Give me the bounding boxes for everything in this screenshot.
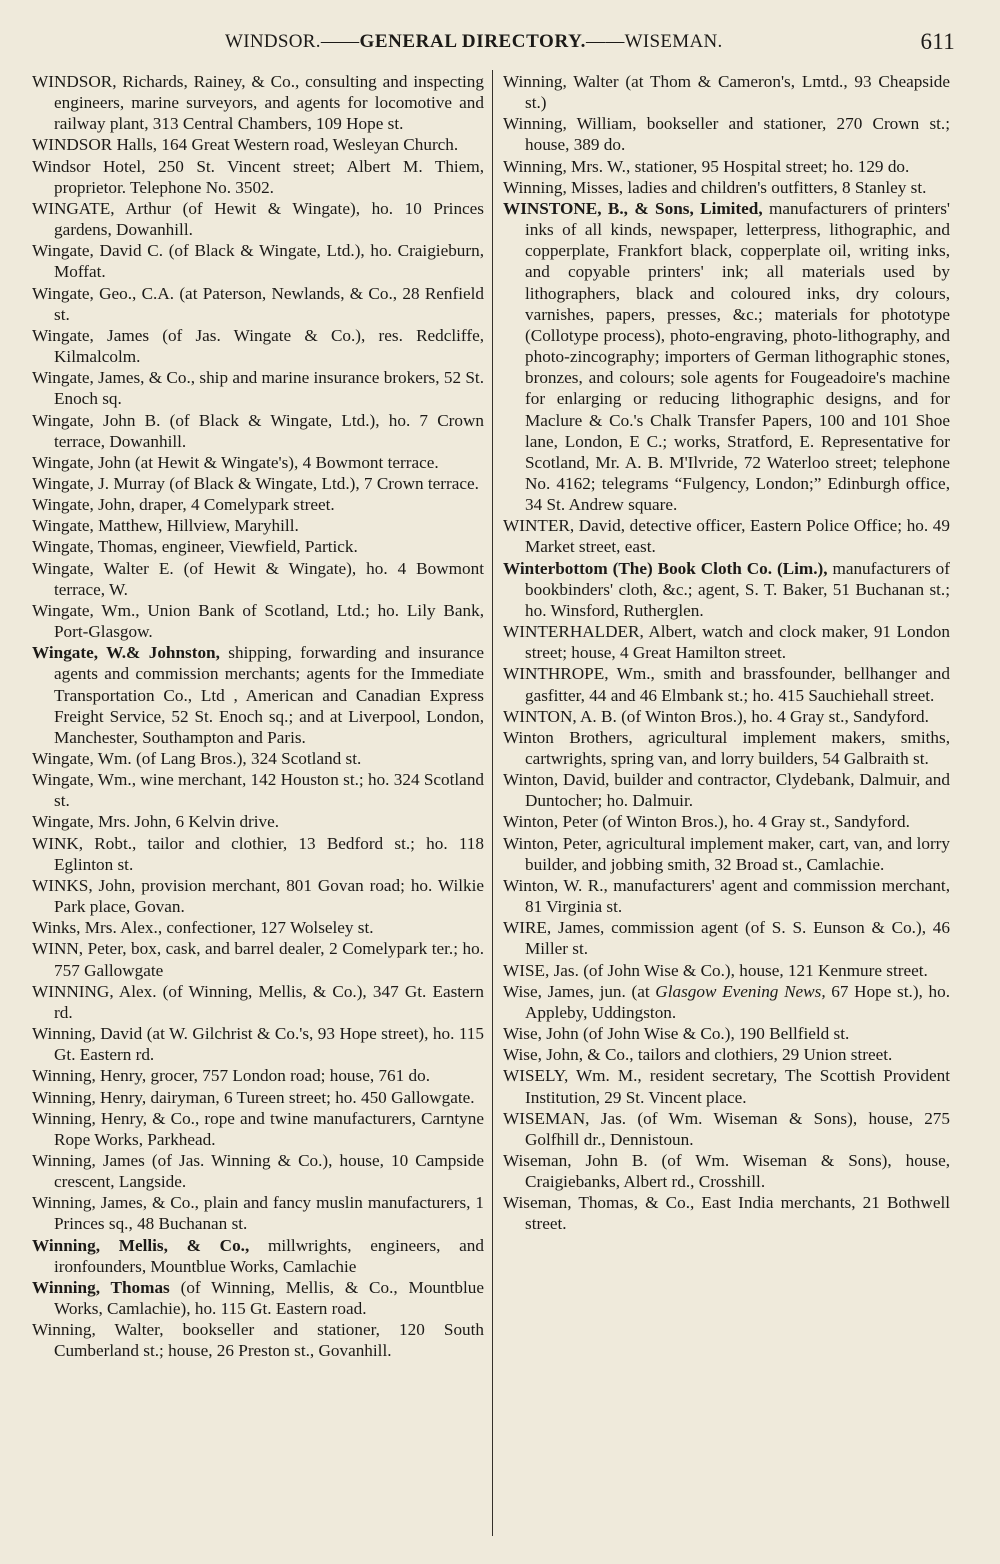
entry-text: Winning, Walter (at Thom & Cameron's, Lmtd., 93 Cheapside st.) bbox=[503, 72, 950, 113]
directory-entry bbox=[32, 452, 484, 473]
header-dash-right: —— bbox=[586, 31, 625, 52]
entry-bold-name: Wingate, W.& Johnston, bbox=[32, 643, 220, 663]
entry-text: manufacturers of printers' inks of all kinds, newspaper, letterpress, lithographic, and copperplate, Frankfort black, copperplate oil, writing inks, and copyable printers' ink; all materials used by lithographers, black and coloured inks, dry colours, varnishes, papers, presses, &c.; materials for phototype (Collotype process), photo-engraving, photo-lithography, and photo-zincography; importers of German lithographic stones, bronzes, and colours; sole agents for Fougeadoire's machine for enlarging or reducing lithographic designs, and for Maclure & Co.'s Chalk Transfer Papers, 100 and 101 Shoe lane, London, E C.; works, Stratford, E. Representative for Scotland, Mr. A. B. M'Ilvride, 72 Waterloo street; telephone No. 4162; telegrams “Fulgency, London;” Edinburgh office, 34 St. Andrew square. bbox=[525, 198, 950, 515]
entry-bold-name: Winning, Thomas bbox=[32, 1277, 170, 1297]
entry-text: Winning, Mrs. W., stationer, 95 Hospital street; ho. 129 do. bbox=[503, 156, 910, 176]
directory-entry bbox=[503, 558, 950, 621]
directory-entry bbox=[503, 811, 950, 832]
directory-entry bbox=[503, 706, 950, 727]
entry-text: Wiseman, John B. (of Wm. Wiseman & Sons), house, Craigiebanks, Albert rd., Crosshill. bbox=[503, 1150, 950, 1192]
entry-text: Winton, W. R., manufacturers' agent and commission merchant, 81 Virginia st. bbox=[503, 875, 950, 917]
directory-entry bbox=[32, 600, 484, 642]
entry-text: Winton, David, builder and contractor, Clydebank, Dalmuir, and Duntocher; ho. Dalmuir. bbox=[503, 770, 950, 811]
directory-entry bbox=[32, 1319, 484, 1361]
entry-text: Wiseman, Thomas, & Co., East India merchants, 21 Bothwell street. bbox=[503, 1193, 950, 1234]
directory-entry bbox=[503, 156, 950, 177]
entry-text: Wingate, Wm., wine merchant, 142 Houston st.; ho. 324 Scotland st. bbox=[32, 770, 485, 811]
header-dash-left: —— bbox=[320, 31, 360, 52]
header-right-word: WISEMAN. bbox=[624, 31, 723, 52]
directory-entry bbox=[503, 1044, 950, 1065]
entry-bold-name: Winning, Mellis, & Co., bbox=[32, 1235, 250, 1255]
entry-text: Wingate, John, draper, 4 Comelypark street. bbox=[32, 495, 335, 515]
header-run bbox=[225, 31, 723, 53]
directory-entry bbox=[503, 727, 950, 769]
entry-text: Winning, Misses, ladies and children's outfitters, 8 Stanley st. bbox=[503, 177, 927, 197]
entry-text: Wise, John (of John Wise & Co.), 190 Bellfield st. bbox=[503, 1024, 850, 1044]
entry-text: Wise, James, jun. (at bbox=[503, 981, 656, 1001]
directory-entry bbox=[32, 1150, 484, 1192]
directory-entry bbox=[503, 198, 950, 515]
directory-entry bbox=[32, 283, 484, 325]
entry-text: WISEMAN, Jas. (of Wm. Wiseman & Sons), house, 275 Golfhill dr., Dennistoun. bbox=[503, 1108, 950, 1149]
directory-entry bbox=[503, 1023, 950, 1044]
left-column bbox=[32, 71, 484, 1362]
entry-text: WINK, Robt., tailor and clothier, 13 Bedford st.; ho. 118 Eglinton st. bbox=[32, 833, 484, 874]
entry-text: WINKS, John, provision merchant, 801 Govan road; ho. Wilkie Park place, Govan. bbox=[32, 875, 484, 917]
entry-text: Wingate, Walter E. (of Hewit & Wingate), ho. 4 Bowmont terrace, W. bbox=[32, 558, 484, 599]
entry-text: Wingate, Mrs. John, 6 Kelvin drive. bbox=[32, 812, 280, 832]
entry-text: WINTER, David, detective officer, Eastern Police Office; ho. 49 Market street, east. bbox=[503, 516, 950, 557]
entry-text: Winning, James (of Jas. Winning & Co.), house, 10 Campside crescent, Langside. bbox=[32, 1150, 484, 1192]
entry-italic: Glasgow Evening News, bbox=[655, 981, 826, 1001]
entry-text: WINNING, Alex. (of Winning, Mellis, & Co.), 347 Gt. Eastern rd. bbox=[32, 981, 484, 1022]
directory-entry bbox=[503, 1150, 950, 1192]
directory-entry bbox=[32, 198, 484, 240]
directory-entry bbox=[32, 1065, 484, 1086]
entry-text: manufacturers of bookbinders' cloth, &c.; agent, S. T. Baker, 51 Buchanan st.; ho. Winsford, Rutherglen. bbox=[525, 558, 950, 620]
directory-entry bbox=[32, 1192, 484, 1234]
entry-text: WINGATE, Arthur (of Hewit & Wingate), ho. 10 Princes gardens, Dowanhill. bbox=[32, 198, 484, 240]
entry-text: Wingate, Geo., C.A. (at Paterson, Newlands, & Co., 28 Renfield st. bbox=[32, 283, 484, 324]
entry-text: millwrights, engineers, and ironfounders, Mountblue Works, Camlachie bbox=[54, 1235, 484, 1276]
directory-entry bbox=[32, 558, 484, 600]
entry-text: Winks, Mrs. Alex., confectioner, 127 Wolseley st. bbox=[32, 918, 374, 938]
column-divider bbox=[492, 70, 493, 1536]
entry-text: WISE, Jas. (of John Wise & Co.), house, 121 Kenmure street. bbox=[503, 960, 928, 980]
entry-text: WINDSOR, Richards, Rainey, & Co., consulting and inspecting engineers, marine surveyors, and agents for locomotive and railway plant, 313 Central Chambers, 109 Hope st. bbox=[32, 72, 484, 134]
right-column bbox=[503, 71, 950, 1235]
entry-text: Winton, Peter (of Winton Bros.), ho. 4 Gray st., Sandyford. bbox=[503, 812, 910, 832]
entry-text: Wingate, Thomas, engineer, Viewfield, Partick. bbox=[32, 537, 358, 557]
directory-entry bbox=[32, 769, 484, 811]
entry-text: WINTERHALDER, Albert, watch and clock maker, 91 London street; house, 4 Great Hamilton street. bbox=[503, 622, 950, 663]
entry-text: Wingate, Wm. (of Lang Bros.), 324 Scotland st. bbox=[32, 749, 362, 768]
directory-entry bbox=[32, 875, 484, 917]
entry-text: (of Winning, Mellis, & Co., Mountblue Works, Camlachie), ho. 115 Gt. Eastern road. bbox=[54, 1277, 484, 1319]
entry-bold-name: WINSTONE, B., & Sons, Limited, bbox=[503, 198, 763, 218]
running-header bbox=[225, 29, 955, 59]
entry-text: WINDSOR Halls, 164 Great Western road, Wesleyan Church. bbox=[32, 135, 459, 155]
directory-entry bbox=[32, 1087, 484, 1108]
directory-entry bbox=[503, 71, 950, 113]
entry-text: Winton Brothers, agricultural implement makers, smiths, cartwrights, spring van, and lorry builders, 54 Galbraith st. bbox=[503, 727, 950, 768]
entry-text-after: 67 Hope st.), ho. Appleby, Uddingston. bbox=[525, 981, 950, 1022]
entry-text: Windsor Hotel, 250 St. Vincent street; Albert M. Thiem, proprietor. Telephone No. 3502. bbox=[32, 156, 484, 197]
entry-text: Winning, James, & Co., plain and fancy muslin manufacturers, 1 Princes sq., 48 Buchanan st. bbox=[32, 1193, 484, 1234]
entry-text: Winning, Henry, & Co., rope and twine manufacturers, Carntyne Rope Works, Parkhead. bbox=[32, 1108, 484, 1149]
directory-entry bbox=[32, 1108, 484, 1150]
entry-text: Wingate, Matthew, Hillview, Maryhill. bbox=[32, 516, 299, 536]
entry-text: WINTON, A. B. (of Winton Bros.), ho. 4 Gray st., Sandyford. bbox=[503, 706, 929, 726]
entry-text: WISELY, Wm. M., resident secretary, The Scottish Provident Institution, 29 St. Vincent place. bbox=[503, 1066, 950, 1107]
page-number: 611 bbox=[920, 29, 955, 54]
directory-entry bbox=[503, 515, 950, 557]
directory-entry bbox=[503, 621, 950, 663]
entry-text: Wingate, David C. (of Black & Wingate, Ltd.), ho. Craigieburn, Moffat. bbox=[32, 241, 484, 282]
entry-text: Winning, Henry, grocer, 757 London road; house, 761 do. bbox=[32, 1066, 430, 1086]
entry-text: Wingate, Wm., Union Bank of Scotland, Ltd.; ho. Lily Bank, Port-Glasgow. bbox=[32, 600, 484, 642]
directory-entry bbox=[32, 917, 484, 938]
directory-entry bbox=[32, 748, 484, 769]
directory-entry bbox=[32, 71, 484, 134]
entry-text: Wingate, James, & Co., ship and marine insurance brokers, 52 St. Enoch sq. bbox=[32, 368, 484, 409]
entry-text: Wingate, John (at Hewit & Wingate's), 4 Bowmont terrace. bbox=[32, 452, 439, 472]
directory-entry bbox=[503, 177, 950, 198]
directory-entry bbox=[32, 134, 484, 155]
directory-entry bbox=[503, 875, 950, 917]
directory-entry bbox=[32, 325, 484, 367]
directory-entry bbox=[32, 240, 484, 282]
directory-entry bbox=[503, 833, 950, 875]
entry-text: WIRE, James, commission agent (of S. S. Eunson & Co.), 46 Miller st. bbox=[503, 918, 950, 959]
directory-entry bbox=[32, 410, 484, 452]
header-left-word: WINDSOR. bbox=[225, 31, 321, 52]
directory-entry bbox=[32, 536, 484, 557]
directory-entry bbox=[503, 663, 950, 705]
directory-entry bbox=[32, 156, 484, 198]
directory-entry bbox=[503, 981, 950, 1023]
entry-text: Winton, Peter, agricultural implement maker, cart, van, and lorry builder, and jobbing smith, 32 Broad st., Camlachie. bbox=[503, 833, 950, 874]
header-title: GENERAL DIRECTORY. bbox=[359, 31, 587, 52]
directory-entry bbox=[503, 1192, 950, 1234]
entry-text: Wingate, J. Murray (of Black & Wingate, Ltd.), 7 Crown terrace. bbox=[32, 473, 479, 493]
entry-text: WINTHROPE, Wm., smith and brassfounder, bellhanger and gasfitter, 44 and 46 Elmbank st.; ho. 415 Sauchiehall street. bbox=[503, 664, 950, 705]
directory-entry bbox=[503, 1065, 950, 1107]
directory-entry bbox=[32, 811, 484, 832]
directory-entry bbox=[503, 960, 950, 981]
entry-text: Wingate, John B. (of Black & Wingate, Ltd.), ho. 7 Crown terrace, Dowanhill. bbox=[32, 410, 484, 451]
entry-text: Winning, David (at W. Gilchrist & Co.'s, 93 Hope street), ho. 115 Gt. Eastern rd. bbox=[32, 1024, 484, 1065]
directory-entry bbox=[503, 769, 950, 811]
entry-text: WINN, Peter, box, cask, and barrel dealer, 2 Comelypark ter.; ho. 757 Gallowgate bbox=[32, 939, 484, 980]
entry-text: Wingate, James (of Jas. Wingate & Co.), res. Redcliffe, Kilmalcolm. bbox=[32, 325, 484, 367]
entry-bold-name: Winterbottom (The) Book Cloth Co. (Lim.), bbox=[503, 558, 828, 578]
entry-text: Wise, John, & Co., tailors and clothiers, 29 Union street. bbox=[503, 1045, 893, 1065]
directory-entry bbox=[32, 515, 484, 536]
directory-entry bbox=[32, 833, 484, 875]
directory-entry bbox=[32, 1277, 484, 1319]
directory-entry bbox=[32, 1023, 484, 1065]
directory-entry bbox=[32, 494, 484, 515]
directory-entry bbox=[32, 642, 484, 748]
entry-text: Winning, William, bookseller and stationer, 270 Crown st.; house, 389 do. bbox=[503, 114, 950, 155]
directory-entry bbox=[503, 1108, 950, 1150]
entry-text: Winning, Henry, dairyman, 6 Tureen street; ho. 450 Gallowgate. bbox=[32, 1087, 475, 1107]
directory-entry bbox=[503, 917, 950, 959]
entry-text: Winning, Walter, bookseller and stationer, 120 South Cumberland st.; house, 26 Preston st., Govanhill. bbox=[32, 1320, 484, 1361]
directory-entry bbox=[32, 367, 484, 409]
directory-entry bbox=[32, 473, 484, 494]
directory-entry bbox=[503, 113, 950, 155]
directory-entry bbox=[32, 938, 484, 980]
directory-entry bbox=[32, 981, 484, 1023]
entry-text: shipping, forwarding and insurance agents and commission merchants; agents for the Immediate Transportation Co., Ltd , American and Canadian Express Freight Service, 52 St. Enoch sq.; and at Liverpool, London, Manchester, Southampton and Paris. bbox=[54, 643, 484, 747]
directory-entry bbox=[32, 1235, 484, 1277]
